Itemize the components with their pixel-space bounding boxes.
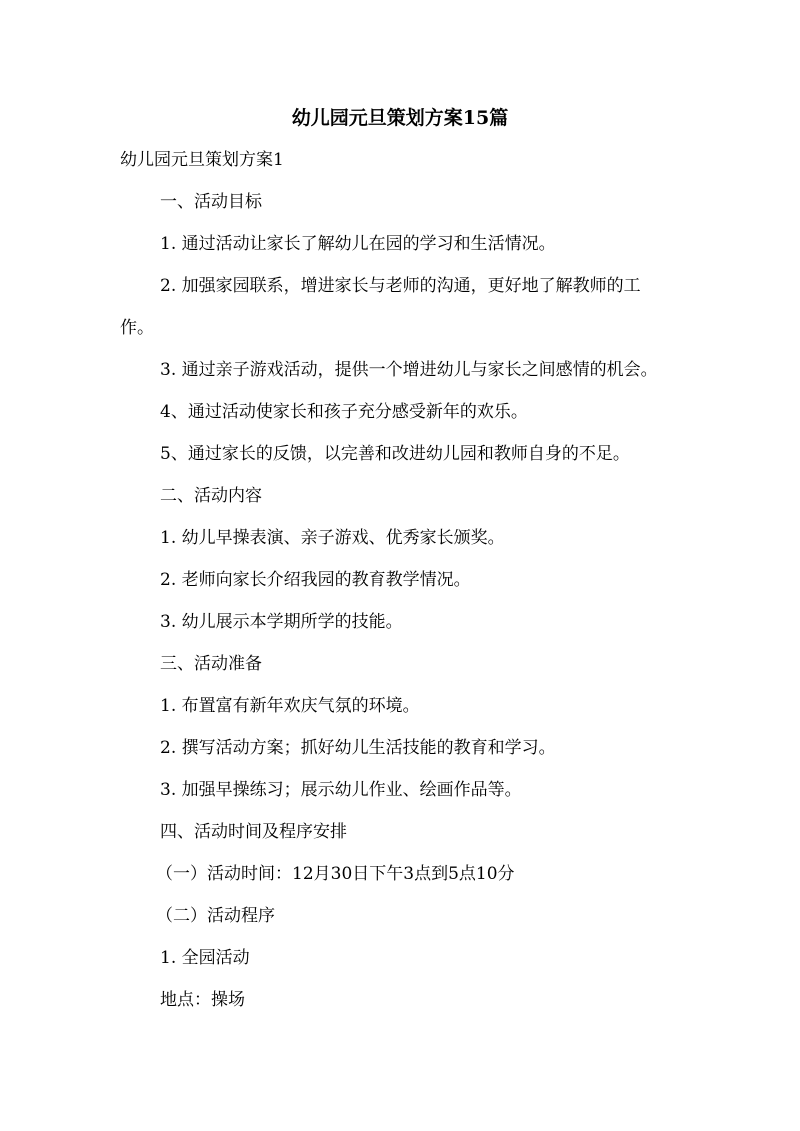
paragraph: 2. 老师向家长介绍我园的教育教学情况。 (160, 570, 471, 590)
paragraph: 2. 撰写活动方案；抓好幼儿生活技能的教育和学习。 (160, 738, 556, 758)
paragraph: （二）活动程序 (156, 906, 275, 926)
paragraph: 1. 全园活动 (160, 948, 250, 968)
paragraph: 1. 布置富有新年欢庆气氛的环境。 (160, 696, 420, 716)
paragraph: 1. 幼儿早操表演、亲子游戏、优秀家长颁奖。 (160, 528, 505, 548)
paragraph-continuation: 作。 (120, 318, 154, 338)
heading-content: 二、活动内容 (160, 486, 262, 506)
paragraph: 5、通过家长的反馈，以完善和改进幼儿园和教师自身的不足。 (160, 444, 630, 464)
paragraph: 4、通过活动使家长和孩子充分感受新年的欢乐。 (160, 402, 528, 422)
paragraph: 2. 加强家园联系，增进家长与老师的沟通，更好地了解教师的工 (160, 276, 641, 296)
paragraph: 3. 幼儿展示本学期所学的技能。 (160, 612, 403, 632)
heading-preparation: 三、活动准备 (160, 654, 262, 674)
heading-objectives: 一、活动目标 (160, 192, 262, 212)
paragraph: 1. 通过活动让家长了解幼儿在园的学习和生活情况。 (160, 234, 556, 254)
paragraph: 3. 通过亲子游戏活动，提供一个增进幼儿与家长之间感情的机会。 (160, 360, 658, 380)
paragraph: 地点：操场 (160, 990, 245, 1010)
heading-schedule: 四、活动时间及程序安排 (160, 822, 347, 842)
document-title: 幼儿园元旦策划方案15篇 (291, 107, 509, 129)
section-subtitle: 幼儿园元旦策划方案1 (120, 150, 284, 170)
paragraph: （一）活动时间：12月30日下午3点到5点10分 (156, 864, 515, 884)
paragraph: 3. 加强早操练习；展示幼儿作业、绘画作品等。 (160, 780, 522, 800)
